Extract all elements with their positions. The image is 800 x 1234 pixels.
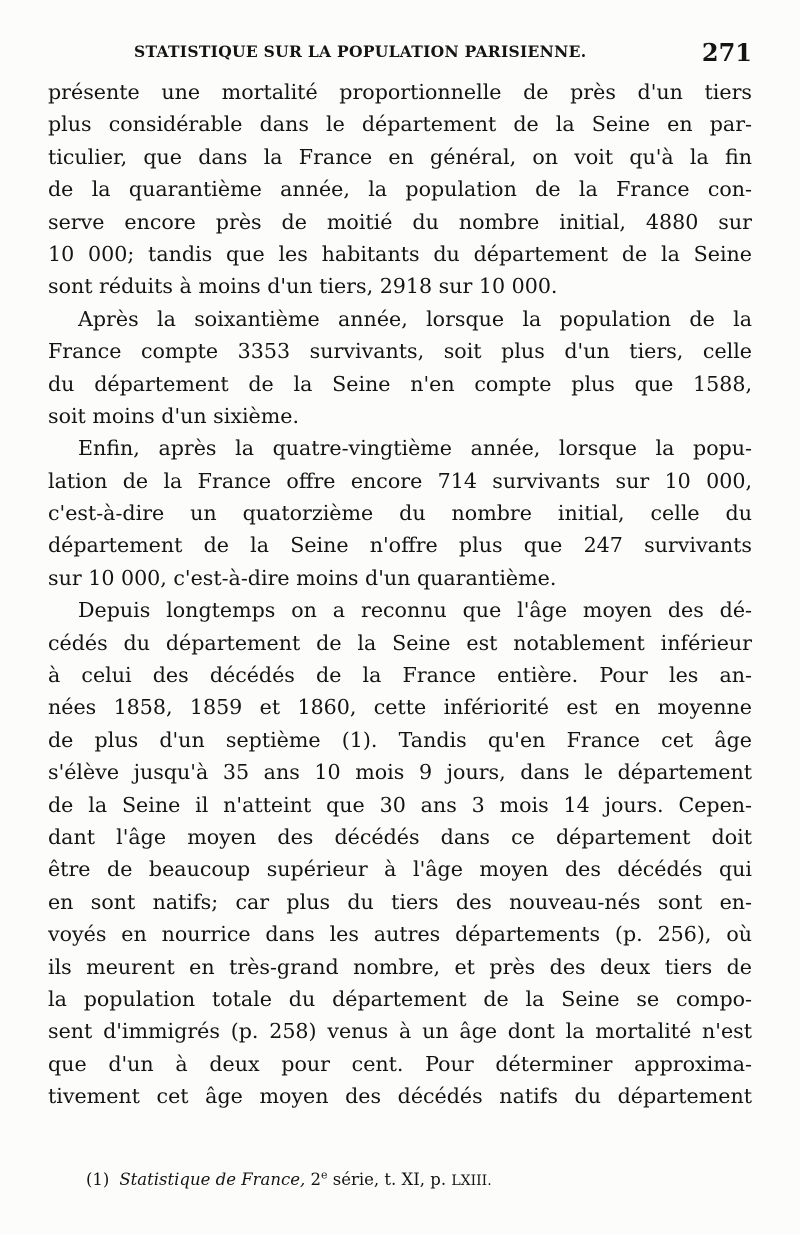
text-line: Depuis longtemps on a reconnu que l'âge moyen des dé-: [78, 598, 752, 623]
text-line: présente une mortalité proportionnelle de près d'un tiers: [48, 80, 752, 104]
text-line: plus considérable dans le département de la Seine en par-: [48, 112, 752, 137]
text-line: sent d'immigrés (p. 258) venus à un âge dont la mortalité n'est: [48, 1019, 752, 1044]
text-line: de la quarantième année, la population de la France con-: [48, 177, 752, 202]
text-line: soit moins d'un sixième.: [48, 403, 299, 428]
text-line: la population totale du département de la Seine se compo-: [48, 986, 752, 1011]
running-head: [48, 38, 752, 72]
text-line: voyés en nourrice dans les autres départements (p. 256), où: [48, 922, 752, 947]
text-line: Enfin, après la quatre-vingtième année, lorsque la popu-: [78, 436, 752, 461]
text-line: tivement cet âge moyen des décédés natifs du département: [48, 1084, 752, 1109]
footnote: [86, 1168, 752, 1193]
text-line: ticulier, que dans la France en général, on voit qu'à la fin: [48, 144, 752, 169]
text-line: lation de la France offre encore 714 survivants sur 10 000,: [48, 468, 752, 493]
text-line: en sont natifs; car plus du tiers des nouveau-nés sont en-: [48, 889, 752, 914]
text-line: France compte 3353 survivants, soit plus d'un tiers, celle: [48, 339, 752, 364]
text-line: être de beaucoup supérieur à l'âge moyen des décédés qui: [48, 857, 752, 882]
text-line: c'est-à-dire un quatorzième du nombre initial, celle du: [48, 501, 752, 526]
footnote-edition: [311, 1170, 328, 1189]
text-line: sont réduits à moins d'un tiers, 2918 sur 10 000.: [48, 274, 558, 299]
body-text: [48, 76, 752, 1113]
text-line: cédés du département de la Seine est notablement inférieur: [48, 630, 752, 655]
footnote-reference: série, t. XI, p.: [327, 1170, 452, 1189]
text-line: sur 10 000, c'est-à-dire moins d'un quarantième.: [48, 565, 557, 590]
text-line: nées 1858, 1859 et 1860, cette infériorité est en moyenne: [48, 695, 752, 720]
footnote-edition-number: 2: [310, 1170, 321, 1189]
footnote-marker: (1): [86, 1170, 110, 1189]
text-line: Après la soixantième année, lorsque la population de la: [78, 306, 752, 331]
text-line: de plus d'un septième (1). Tandis qu'en France cet âge: [48, 727, 752, 752]
text-line: que d'un à deux pour cent. Pour déterminer approxima-: [48, 1051, 752, 1076]
footnote-edition-suffix: e: [321, 1168, 328, 1182]
text-line: serve encore près de moitié du nombre initial, 4880 sur: [48, 209, 752, 234]
footnote-page-roman: LXIII.: [451, 1173, 492, 1189]
footnote-source: Statistique de France,: [119, 1170, 306, 1189]
running-title: STATISTIQUE SUR LA POPULATION PARISIENNE.: [134, 42, 587, 61]
text-line: de la Seine il n'atteint que 30 ans 3 mois 14 jours. Cepen-: [48, 792, 752, 817]
text-line: département de la Seine n'offre plus que 247 survivants: [48, 533, 752, 558]
text-line: à celui des décédés de la France entière. Pour les an-: [48, 663, 752, 688]
text-line: dant l'âge moyen des décédés dans ce département doit: [48, 824, 752, 849]
text-line: ils meurent en très-grand nombre, et près des deux tiers de: [48, 954, 752, 979]
text-line: du département de la Seine n'en compte plus que 1588,: [48, 371, 752, 396]
text-line: s'élève jusqu'à 35 ans 10 mois 9 jours, dans le département: [48, 760, 752, 785]
text-line: 10 000; tandis que les habitants du département de la Seine: [48, 241, 752, 266]
page-number: 271: [701, 38, 752, 67]
